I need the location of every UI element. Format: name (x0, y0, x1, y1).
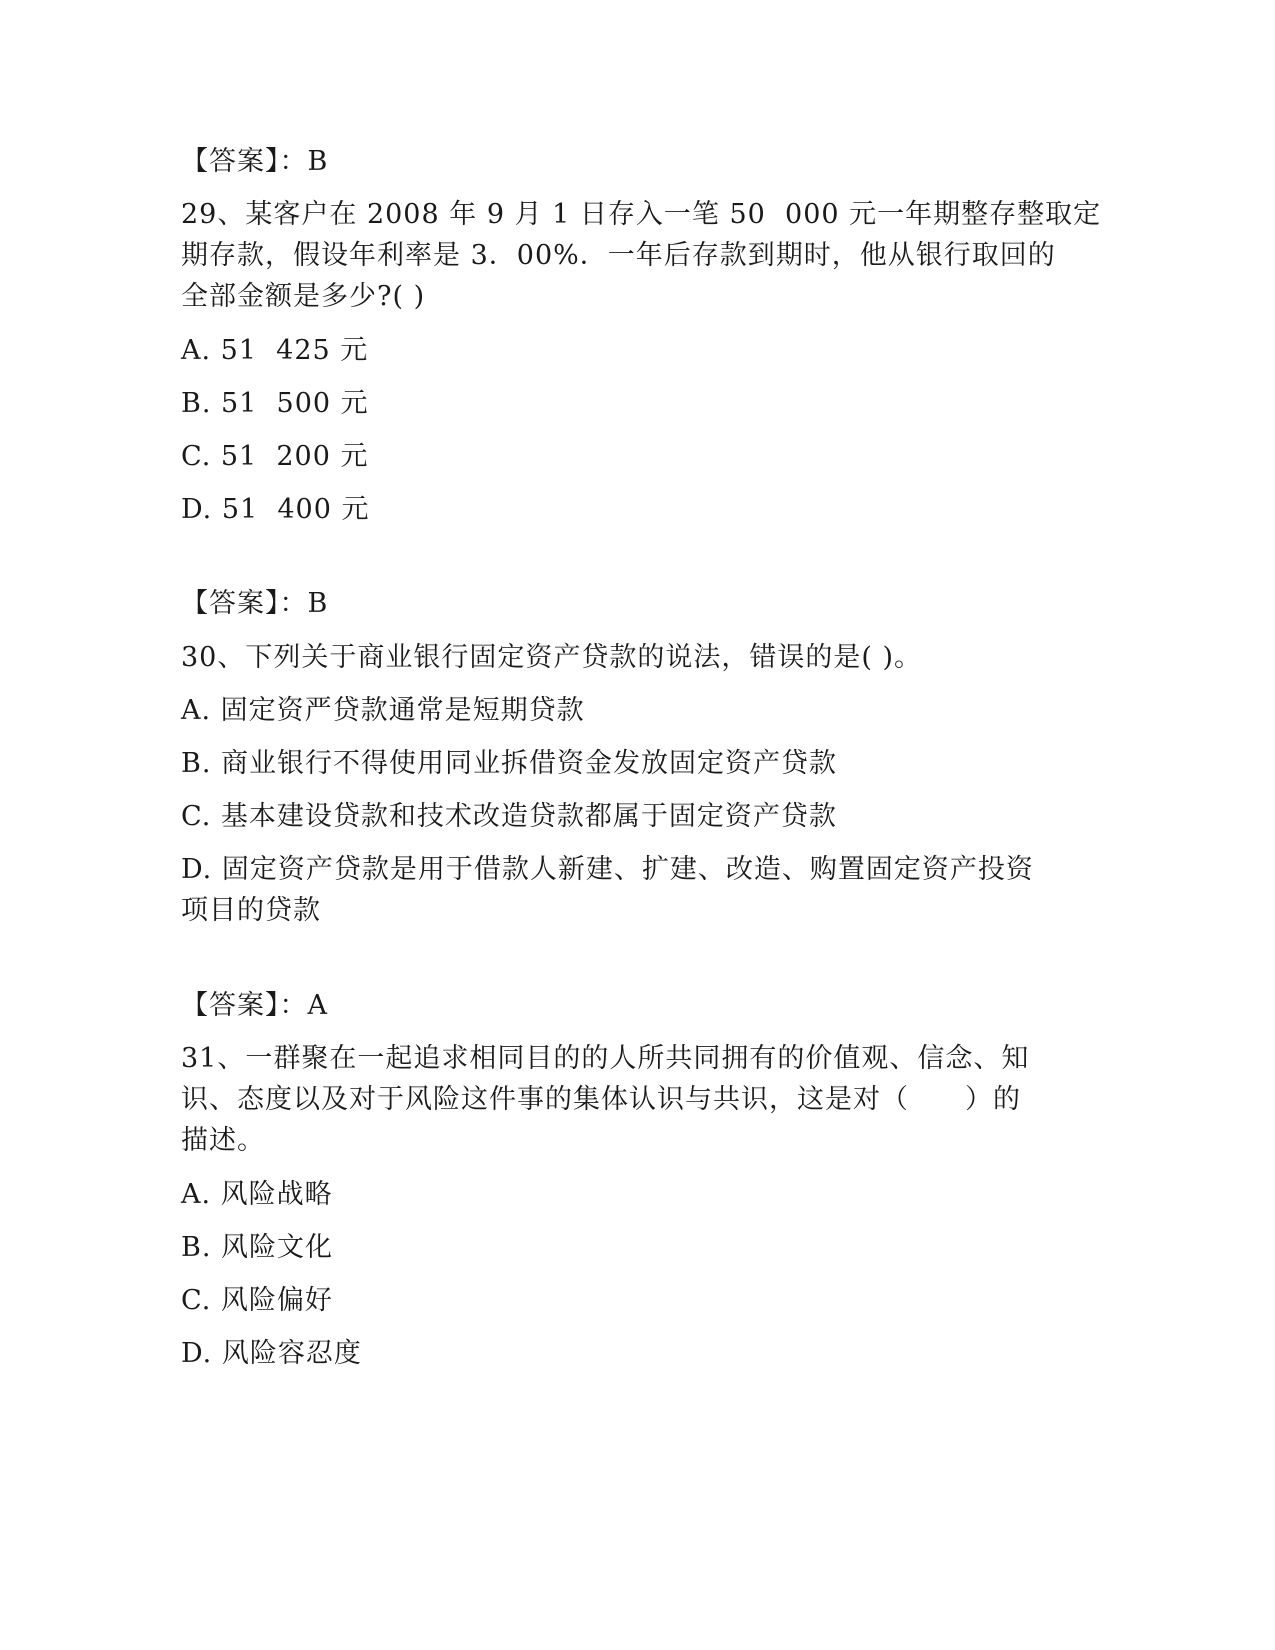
question-text: 31、一群聚在一起追求相同目的的人所共同拥有的价值观、信念、知 (181, 1043, 1030, 1074)
option-a: A. 固定资严贷款通常是短期贷款 (181, 695, 585, 726)
option-a: A. 风险战略 (181, 1179, 333, 1210)
question-text: 识、态度以及对于风险这件事的集体认识与共识，这是对（ ）的 (181, 1084, 1021, 1115)
answer-label: 【答案】：A (181, 990, 328, 1021)
option-d: D. 固定资产贷款是用于借款人新建、扩建、改造、购置固定资产投资 (181, 854, 1034, 885)
question-text: 全部金额是多少?( ) (181, 281, 426, 312)
answer-label: 【答案】：B (181, 146, 329, 177)
option-c: C. 风险偏好 (181, 1285, 333, 1316)
question-text: 描述。 (181, 1125, 265, 1156)
answer-label: 【答案】：B (181, 588, 329, 619)
option-d: D. 51 400 元 (181, 494, 370, 525)
question-text: 期存款，假设年利率是 3．00%．一年后存款到期时，他从银行取回的 (181, 240, 1056, 271)
option-a: A. 51 425 元 (181, 335, 369, 366)
question-text: 29、某客户在 2008 年 9 月 1 日存入一笔 50 000 元一年期整存整取定 (181, 199, 1102, 230)
option-b: B. 风险文化 (181, 1232, 334, 1263)
option-b: B. 商业银行不得使用同业拆借资金发放固定资产贷款 (181, 748, 838, 779)
option-d-continued: 项目的贷款 (181, 895, 321, 926)
option-b: B. 51 500 元 (181, 388, 369, 419)
option-c: C. 基本建设贷款和技术改造贷款都属于固定资产贷款 (181, 801, 837, 832)
option-d: D. 风险容忍度 (181, 1338, 362, 1369)
option-c: C. 51 200 元 (181, 441, 369, 472)
question-text: 30、下列关于商业银行固定资产贷款的说法，错误的是( )。 (181, 642, 923, 673)
